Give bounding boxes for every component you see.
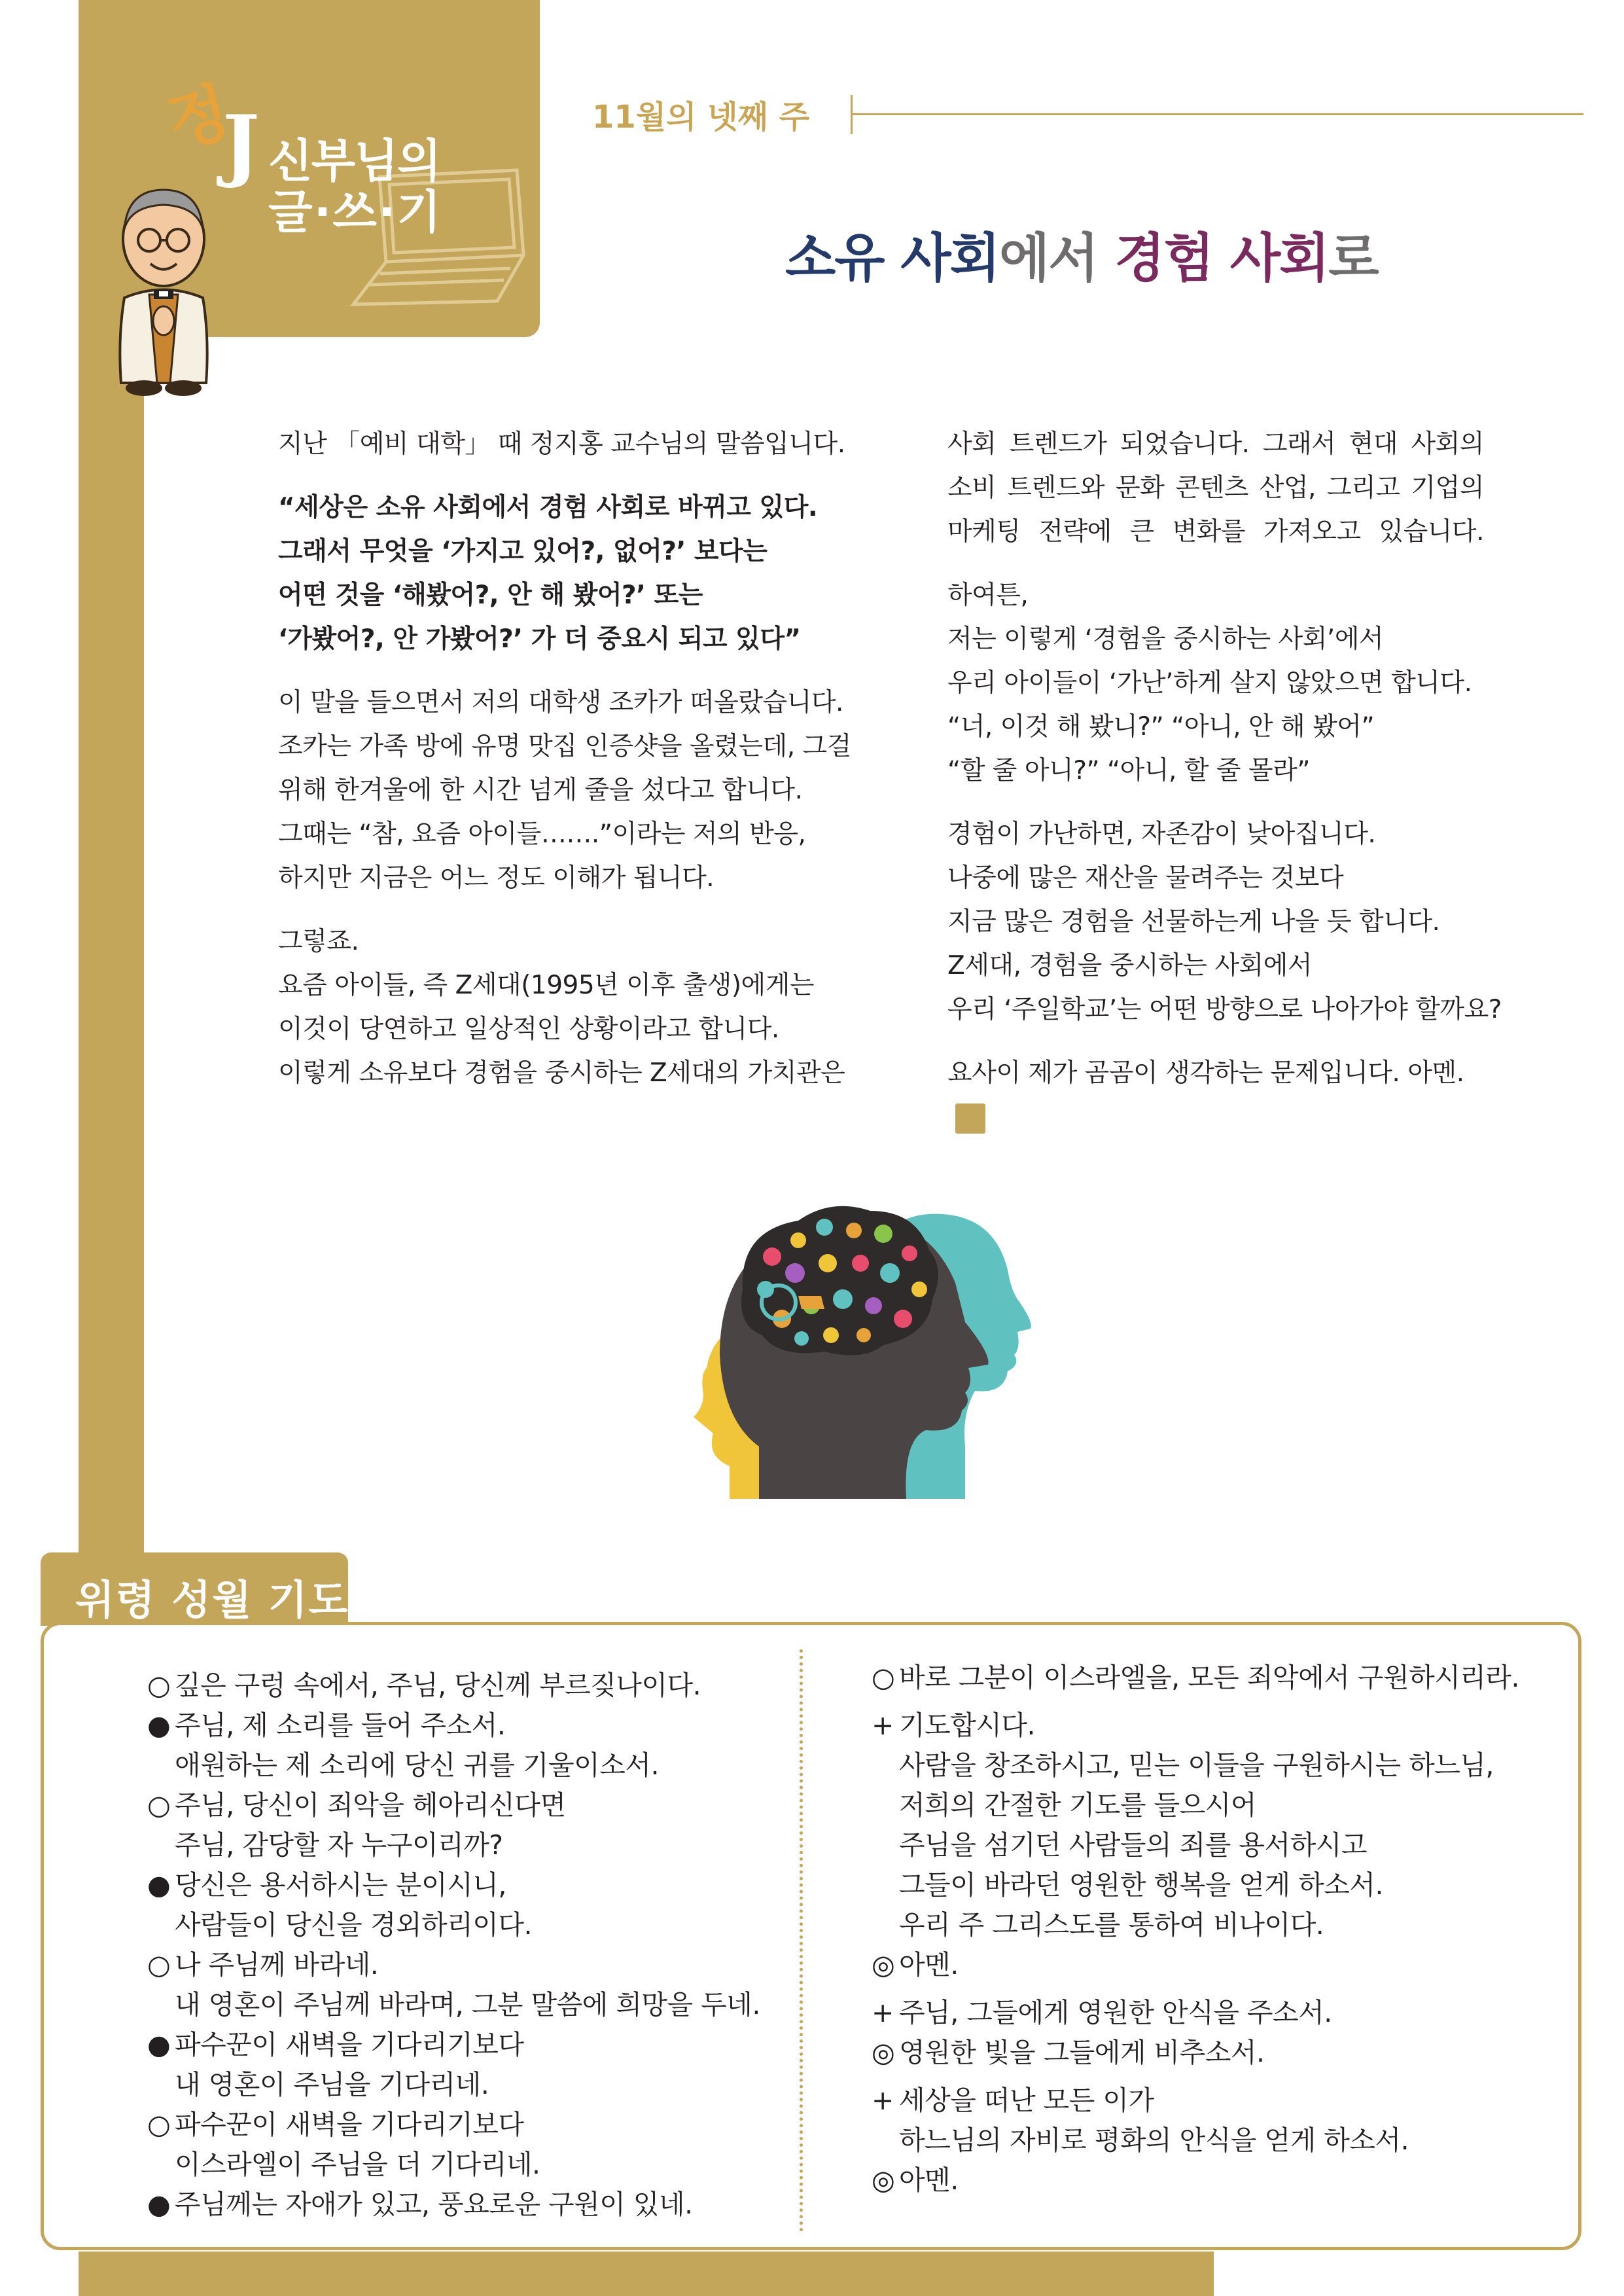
prayer-line bbox=[147, 1865, 782, 1905]
prayer-text: 주님, 그들에게 영원한 안식을 주소서. bbox=[899, 1997, 1332, 2028]
prayer-text: 아멘. bbox=[899, 2164, 959, 2196]
article-line: ‘가봤어?, 안 가봤어?’ 가 더 중요시 되고 있다” bbox=[278, 624, 801, 654]
article-line: 지금 많은 경험을 선물하는게 나을 듯 합니다. bbox=[947, 907, 1440, 937]
prayer-text: 바로 그분이 이스라엘을, 모든 죄악에서 구원하시리라. bbox=[899, 1662, 1520, 1693]
prayer-marker: ● bbox=[147, 2029, 171, 2060]
article-line: 나중에 많은 재산을 물려주는 것보다 bbox=[947, 863, 1344, 893]
prayer-line bbox=[872, 2121, 1572, 2161]
logo-j-mark: J bbox=[222, 98, 260, 190]
prayer-gap bbox=[872, 1985, 1572, 1993]
priest-cartoon-icon bbox=[98, 167, 229, 403]
prayer-line bbox=[147, 1825, 782, 1865]
prayer-line bbox=[872, 2161, 1572, 2200]
article-paragraph bbox=[278, 422, 845, 466]
prayer-text: 파수꾼이 새벽을 기다리기보다 bbox=[175, 2029, 524, 2060]
article-line: 어떤 것을 ‘해봤어?, 안 해 봤어?’ 또는 bbox=[278, 581, 703, 610]
signature-seal-icon bbox=[955, 1103, 985, 1134]
article-line: 이것이 당연하고 일상적인 상황이라고 합니다. bbox=[278, 1014, 779, 1044]
prayer-line bbox=[147, 2185, 782, 2225]
article-title bbox=[785, 216, 1378, 291]
prayer-text: 주님, 당신이 죄악을 헤아리신다면 bbox=[175, 1789, 566, 1821]
prayer-line bbox=[147, 1945, 782, 1985]
article-paragraph bbox=[947, 812, 1502, 1031]
article-line: 그래서 무엇을 ‘가지고 있어?, 없어?’ 보다는 bbox=[278, 537, 768, 566]
title-part-ownership: 소유 사회 bbox=[785, 228, 999, 289]
prayer-line bbox=[872, 1746, 1572, 1785]
article-line: 우리 ‘주일학교’는 어떤 방향으로 나아가야 할까요? bbox=[947, 995, 1502, 1024]
article-line: “너, 이것 해 봤니?” “아니, 안 해 봤어” bbox=[947, 712, 1375, 742]
prayer-line bbox=[872, 1785, 1572, 1825]
title-part-to: 로 bbox=[1328, 228, 1378, 289]
bottom-gold-bar bbox=[79, 2251, 1214, 2296]
article-line: “세상은 소유 사회에서 경험 사회로 바뀌고 있다. bbox=[278, 493, 818, 522]
prayer-marker: ◎ bbox=[872, 1949, 895, 1981]
prayer-text: 나 주님께 바라네. bbox=[175, 1949, 379, 1981]
prayer-marker: ● bbox=[147, 1710, 171, 1741]
article-paragraph bbox=[278, 486, 834, 661]
prayer-marker: ● bbox=[147, 2189, 171, 2220]
article-line: 우리 아이들이 ‘가난’하게 살지 않았으면 합니다. bbox=[947, 668, 1472, 698]
article-line: 요즘 아이들, 즉 Z세대(1995년 이후 출생)에게는 bbox=[278, 971, 815, 1000]
prayer-marker: ○ bbox=[147, 2109, 171, 2140]
prayer-column-right bbox=[872, 1658, 1572, 2200]
prayer-gap bbox=[872, 2073, 1572, 2081]
prayer-text: 하느님의 자비로 평화의 안식을 얻게 하소서. bbox=[899, 2125, 1409, 2156]
prayer-marker: ◎ bbox=[872, 2037, 895, 2068]
prayer-text: 내 영혼이 주님께 바라며, 그분 말씀에 희망을 두네. bbox=[175, 1989, 760, 2020]
prayer-marker: ○ bbox=[872, 1662, 895, 1693]
article-line: 사회 트렌드가 되었습니다. 그래서 현대 사회의 bbox=[947, 429, 1484, 459]
prayer-text: 주님, 제 소리를 들어 주소서. bbox=[175, 1710, 506, 1741]
prayer-text: 주님, 감당할 자 누구이리까? bbox=[175, 1829, 503, 1861]
prayer-marker: ○ bbox=[147, 1949, 171, 1981]
prayer-line bbox=[872, 1865, 1572, 1905]
prayer-marker: ○ bbox=[147, 1670, 171, 1701]
article-line: 그렇죠. bbox=[278, 927, 359, 956]
logo-jeong-mark: 정 bbox=[159, 75, 235, 162]
article-line: 하지만 지금은 어느 정도 이해가 됩니다. bbox=[278, 863, 715, 893]
prayer-marker: + bbox=[872, 1997, 894, 2028]
prayer-marker: + bbox=[872, 1710, 894, 1741]
article-line: 이렇게 소유보다 경험을 중시하는 Z세대의 가치관은 bbox=[278, 1058, 845, 1088]
article-paragraph bbox=[947, 422, 1484, 554]
prayer-text: 당신은 용서하시는 분이시니, bbox=[175, 1869, 506, 1901]
prayer-line bbox=[872, 1905, 1572, 1945]
week-label: 11월의 넷째 주 bbox=[592, 99, 810, 135]
prayer-text: 주님께는 자애가 있고, 풍요로운 구원이 있네. bbox=[175, 2189, 693, 2220]
article-body-right bbox=[947, 422, 1502, 1158]
heads-brain-illustration bbox=[667, 1158, 1093, 1499]
title-part-experience: 경험 사회 bbox=[1114, 228, 1329, 289]
prayer-line bbox=[872, 1658, 1572, 1698]
article-paragraph bbox=[947, 1051, 1484, 1139]
title-part-from: 에서 bbox=[998, 228, 1115, 289]
prayer-line bbox=[872, 1825, 1572, 1865]
prayer-line bbox=[147, 2105, 782, 2145]
prayer-marker: ● bbox=[147, 1869, 171, 1901]
article-line: 소비 트렌드와 문화 콘텐츠 산업, 그리고 기업의 bbox=[947, 473, 1484, 503]
prayer-divider bbox=[800, 1649, 803, 2232]
prayer-line bbox=[147, 1985, 782, 2025]
prayer-text: 이스라엘이 주님을 더 기다리네. bbox=[175, 2149, 540, 2180]
prayer-marker: ◎ bbox=[872, 2164, 895, 2196]
prayer-line bbox=[147, 2145, 782, 2185]
logo-title-line2: 글·쓰·기 bbox=[268, 185, 443, 239]
week-divider-horizontal bbox=[851, 113, 1583, 115]
article-paragraph bbox=[278, 920, 845, 1095]
prayer-text: 파수꾼이 새벽을 기다리기보다 bbox=[175, 2109, 524, 2140]
prayer-title: 위령 성월 기도 bbox=[75, 1576, 349, 1624]
prayer-line bbox=[147, 2065, 782, 2105]
article-body-left bbox=[278, 422, 851, 1115]
prayer-column-left bbox=[147, 1666, 782, 2225]
article-line: 위해 한겨울에 한 시간 넘게 줄을 섰다고 합니다. bbox=[278, 776, 803, 805]
prayer-line bbox=[147, 1666, 782, 1706]
prayer-marker: ○ bbox=[147, 1789, 171, 1821]
prayer-text: 애원하는 제 소리에 당신 귀를 기울이소서. bbox=[175, 1749, 659, 1781]
article-paragraph bbox=[947, 573, 1484, 793]
article-line: 요사이 제가 곰곰이 생각하는 문제입니다. 아멘. bbox=[947, 1058, 1464, 1088]
article-line: 마케팅 전략에 큰 변화를 가져오고 있습니다. bbox=[947, 517, 1484, 547]
prayer-text: 깊은 구렁 속에서, 주님, 당신께 부르짖나이다. bbox=[175, 1670, 701, 1701]
prayer-line bbox=[147, 1785, 782, 1825]
prayer-text: 우리 주 그리스도를 통하여 비나이다. bbox=[899, 1909, 1324, 1941]
article-line: 저는 이렇게 ‘경험을 중시하는 사회’에서 bbox=[947, 624, 1384, 654]
prayer-gap bbox=[872, 1698, 1572, 1706]
article-line: 하여튼, bbox=[947, 581, 1029, 610]
article-line: 그때는 “참, 요즘 아이들…….”이라는 저의 반응, bbox=[278, 819, 806, 849]
prayer-text: 주님을 섬기던 사람들의 죄를 용서하시고 bbox=[899, 1829, 1367, 1861]
article-line: “할 줄 아니?” “아니, 할 줄 몰라” bbox=[947, 756, 1311, 785]
prayer-line bbox=[147, 1706, 782, 1746]
prayer-text: 세상을 떠난 모든 이가 bbox=[899, 2085, 1154, 2116]
article-line: 경험이 가난하면, 자존감이 낮아집니다. bbox=[947, 819, 1376, 849]
prayer-text: 사람들이 당신을 경외하리이다. bbox=[175, 1909, 532, 1941]
prayer-text: 사람을 창조하시고, 믿는 이들을 구원하시는 하느님, bbox=[899, 1749, 1494, 1781]
article-line: 조카는 가족 방에 유명 맛집 인증샷을 올렸는데, 그걸 bbox=[278, 732, 851, 761]
prayer-line bbox=[872, 2033, 1572, 2073]
article-line: Z세대, 경험을 중시하는 사회에서 bbox=[947, 951, 1313, 980]
prayer-line bbox=[872, 1706, 1572, 1746]
prayer-line bbox=[147, 1905, 782, 1945]
prayer-text: 저희의 간절한 기도를 들으시어 bbox=[899, 1789, 1256, 1821]
article-paragraph bbox=[278, 681, 851, 900]
prayer-line bbox=[147, 1746, 782, 1785]
article-line: 지난 「예비 대학」 때 정지홍 교수님의 말씀입니다. bbox=[278, 429, 845, 459]
logo-title-line1: 신부님의 bbox=[268, 134, 440, 188]
prayer-line bbox=[872, 1945, 1572, 1985]
prayer-text: 영원한 빛을 그들에게 비추소서. bbox=[899, 2037, 1265, 2068]
prayer-line bbox=[872, 1993, 1572, 2033]
prayer-text: 내 영혼이 주님을 기다리네. bbox=[175, 2069, 489, 2100]
prayer-text: 그들이 바라던 영원한 행복을 얻게 하소서. bbox=[899, 1869, 1383, 1901]
article-line: 이 말을 들으면서 저의 대학생 조카가 떠올랐습니다. bbox=[278, 688, 843, 717]
prayer-text: 아멘. bbox=[899, 1949, 959, 1981]
prayer-text: 기도합시다. bbox=[899, 1710, 1036, 1741]
prayer-line bbox=[147, 2025, 782, 2065]
house-icon bbox=[798, 1296, 824, 1309]
prayer-line bbox=[872, 2081, 1572, 2121]
prayer-marker: + bbox=[872, 2085, 894, 2116]
